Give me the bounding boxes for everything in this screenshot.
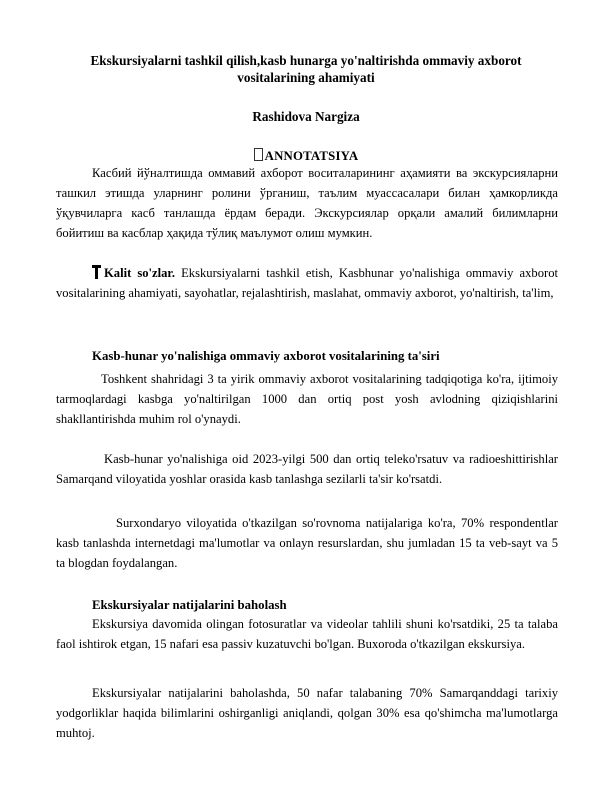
annotation-text: Касбий йўналтишда оммавий ахборот воситаларининг аҳамияти ва экскурсияларни ташкил этишда уларнинг ролини ўрганиш, таълим муассасалари билан ҳамкорликда ўқувчиларга касб танлашда ёрдам беради. Экскурсиялар орқали амалий билимларни бойитиш ва касблар ҳақида тўлиқ маълумот олиш мумкин. — [56, 166, 558, 240]
paper-title: Ekskursiyalarni tashkil qilish,kasb hunarga yo'naltirishda ommaviy axborot vositalarining ahamiyati — [90, 53, 522, 85]
paragraph-excursion-results: Ekskursiyalar natijalarini baholashda, 50 nafar talabaning 70% Samarqanddagi tarixiy yodgorliklar haqida bilimlarini oshirganligi aniqlandi, qolgan 30% esa qo'shimcha ma'lumotlarga muhtoj. — [56, 686, 558, 740]
section-heading-evaluation: Ekskursiyalar natijalarini baholash — [92, 598, 287, 612]
pin-icon — [92, 265, 101, 279]
paragraph-excursion-analysis: Ekskursiya davomida olingan fotosuratlar va videolar tahlili shuni ko'rsatdiki, 25 ta talaba faol ishtirok etgan, 15 nafari esa passiv kuzatuvchi bo'lgan. Buxoroda o'tkazilgan ekskursiya. — [56, 617, 558, 651]
keywords-paragraph — [56, 263, 558, 303]
annotation-heading — [60, 148, 552, 164]
missing-glyph-box — [254, 148, 263, 161]
annotation-heading-text: ANNOTATSIYA — [264, 149, 359, 163]
paragraph-samarqand-tv: Kasb-hunar yo'nalishiga oid 2023-yilgi 500 dan ortiq teleko'rsatuv va radioeshittirishlar Samarqand viloyatida yoshlar orasida kasb tanlashga sezilarli ta'sir ko'rsatdi. — [56, 452, 558, 486]
section-heading-media-influence: Kasb-hunar yo'nalishiga ommaviy axborot vositalarining ta'siri — [92, 349, 440, 363]
author-name: Rashidova Nargiza — [252, 109, 360, 124]
paragraph-toshkent: Toshkent shahridagi 3 ta yirik ommaviy axborot vositalarining tadqiqotiga ko'ra, ijtimoiy tarmoqlardagi kasbga yo'naltirilgan 1000 dan ortiq post yosh avlodning qiziqishlarini shakllantirishda muhim rol o'ynaydi. — [56, 372, 558, 426]
paragraph-surxondaryo: Surxondaryo viloyatida o'tkazilgan so'rovnoma natijalariga ko'ra, 70% respondentlar kasb tanlashda internetdagi ma'lumotlar va onlayn resurslardan, shu jumladan 15 ta veb-sayt va 5 ta blogdan foydalangan. — [56, 516, 558, 570]
keywords-text: Ekskursiyalarni tashkil etish, Kasbhunar yo'nalishiga ommaviy axborot vositalarining ahamiyati, sayohatlar, rejalashtirish, maslahat, ommaviy axborot, yo'naltirish, ta'lim, — [56, 266, 558, 300]
keywords-label: Kalit so'zlar. — [104, 266, 176, 280]
